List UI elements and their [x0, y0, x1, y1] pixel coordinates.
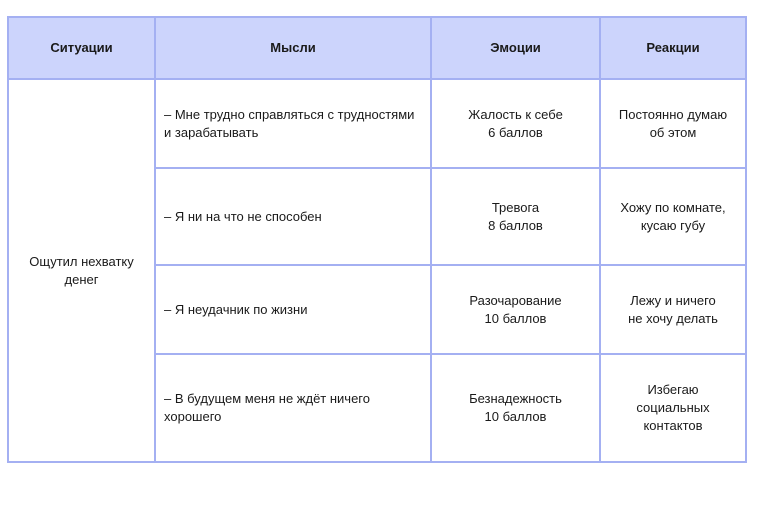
- situation-text-line: Ощутил нехватку: [29, 253, 134, 269]
- emotion-name: Жалость к себе: [468, 106, 563, 122]
- reaction-text-line: Лежу и ничего: [630, 292, 716, 308]
- thought-record-table: [7, 16, 747, 463]
- thought-text-line: – Я неудачник по жизни: [164, 301, 308, 317]
- header-row: [8, 17, 746, 79]
- situation-cell: [8, 79, 155, 462]
- table-row: [8, 79, 746, 168]
- reaction-text-line: контактов: [643, 418, 703, 433]
- reaction-cell: [600, 79, 746, 168]
- emotion-name: Тревога: [491, 199, 540, 215]
- reaction-cell: [600, 354, 746, 462]
- reaction-text-line: кусаю губу: [640, 217, 706, 233]
- reaction-text-line: не хочу делать: [628, 310, 718, 326]
- thought-cell: [155, 168, 431, 265]
- reaction-text-line: об этом: [649, 124, 697, 140]
- reaction-text-line: Избегаю: [647, 382, 699, 397]
- emotion-cell: [431, 354, 600, 462]
- situation-text-line: денег: [64, 271, 99, 287]
- thought-text-line: и зарабатывать: [164, 124, 259, 140]
- emotion-score: 10 баллов: [484, 310, 547, 326]
- reaction-cell: [600, 265, 746, 354]
- emotion-cell: [431, 79, 600, 168]
- emotion-score: 10 баллов: [484, 409, 547, 424]
- thought-cell: [155, 265, 431, 354]
- emotion-score: 8 баллов: [488, 217, 543, 233]
- emotion-score: 6 баллов: [488, 124, 543, 140]
- emotion-name: Безнадежность: [469, 391, 562, 406]
- emotion-cell: [431, 168, 600, 265]
- thought-cell: [155, 354, 431, 462]
- emotion-name: Разочарование: [469, 292, 562, 308]
- reaction-cell: [600, 168, 746, 265]
- reaction-text-line: социальных: [636, 400, 710, 415]
- thought-text-line: – В будущем меня не ждёт ничего: [164, 391, 370, 406]
- header-emotions: Эмоции: [431, 17, 600, 79]
- thought-text-line: хорошего: [164, 409, 222, 424]
- header-situations: Ситуации: [8, 17, 155, 79]
- reaction-text-line: Постоянно думаю: [618, 106, 728, 122]
- cbt-table-container: [7, 16, 747, 463]
- emotion-cell: [431, 265, 600, 354]
- thought-text-line: – Мне трудно справляться с трудностями: [164, 106, 415, 122]
- header-thoughts: Мысли: [155, 17, 431, 79]
- thought-cell: [155, 79, 431, 168]
- thought-text-line: – Я ни на что не способен: [164, 208, 322, 224]
- reaction-text-line: Хожу по комнате,: [620, 199, 726, 215]
- header-reactions: Реакции: [600, 17, 746, 79]
